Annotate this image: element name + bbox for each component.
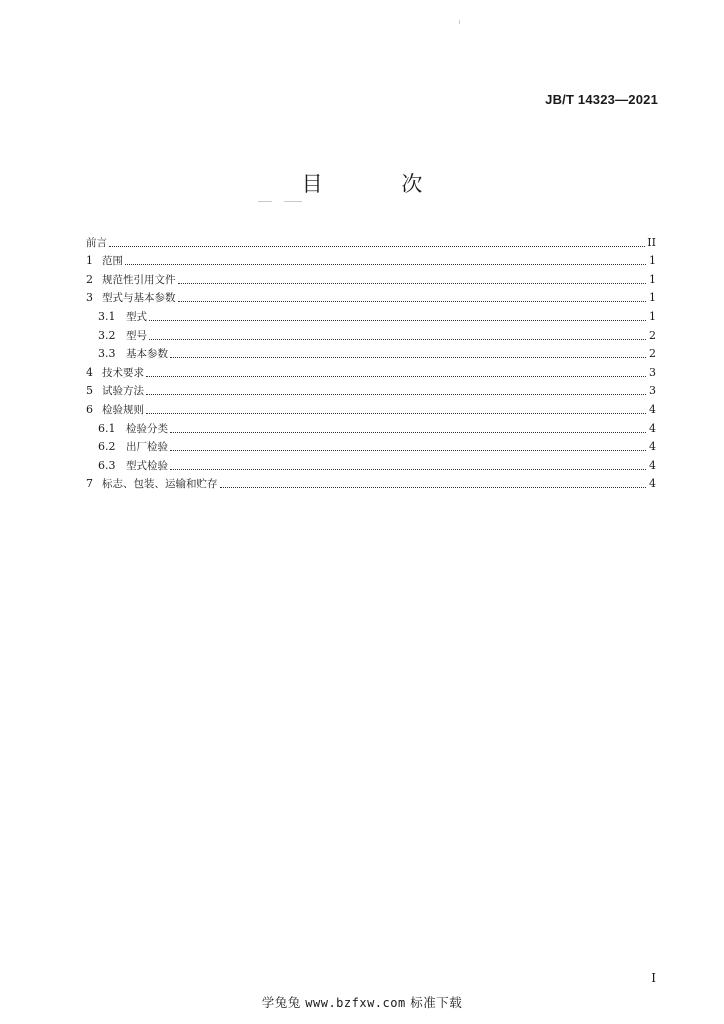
toc-entry-label: 型号 (126, 329, 147, 342)
toc-dot-leader (109, 245, 645, 247)
toc-entry-number: 6 (86, 402, 93, 416)
toc-entry-label: 型式检验 (126, 459, 168, 472)
toc-entry-page: 4 (649, 477, 656, 491)
toc-entry-label: 型式 (126, 310, 147, 323)
toc-entry[interactable] (86, 398, 656, 417)
watermark-suffix: 标准下载 (410, 995, 463, 1010)
toc-entry-page: 3 (649, 384, 656, 398)
toc-entry-page: 4 (649, 440, 656, 454)
watermark-url[interactable]: www.bzfxw.com (305, 996, 406, 1010)
scan-speck (284, 201, 302, 202)
toc-entry-label: 试验方法 (102, 385, 144, 398)
toc-dot-leader (149, 338, 646, 340)
toc-entry[interactable] (86, 380, 656, 399)
toc-entry-number: 6.3 (98, 458, 116, 472)
toc-entry[interactable] (86, 343, 656, 362)
scan-speck (258, 201, 272, 202)
toc-entry-number: 3.3 (98, 347, 116, 361)
toc-entry-number: 7 (86, 477, 93, 491)
toc-entry-label: 标志、包装、运输和贮存 (102, 478, 218, 491)
toc-entry-number: 5 (86, 384, 93, 398)
toc-entry[interactable] (86, 305, 656, 324)
toc-entry-label: 规范性引用文件 (102, 273, 176, 286)
toc-entry-page: 2 (649, 328, 656, 342)
toc-dot-leader (220, 486, 647, 488)
watermark-site-name: 学兔兔 (261, 995, 301, 1010)
toc-entry[interactable] (86, 287, 656, 306)
toc-entry[interactable] (86, 417, 656, 436)
toc-entry-label: 检验规则 (102, 403, 144, 416)
toc-entry-page: 2 (649, 347, 656, 361)
scan-speck (459, 20, 460, 24)
toc-entry-number: 3 (86, 291, 93, 305)
toc-entry[interactable] (86, 250, 656, 269)
toc-entry-number: 6.2 (98, 440, 116, 454)
toc-dot-leader (170, 449, 646, 451)
toc-dot-leader (178, 300, 647, 302)
toc-entry[interactable] (86, 361, 656, 380)
toc-dot-leader (149, 319, 646, 321)
page-number: I (651, 971, 656, 985)
toc-entry-label: 出厂检验 (126, 441, 168, 454)
toc-entry-label: 型式与基本参数 (102, 292, 176, 305)
toc-entry-label: 检验分类 (126, 422, 168, 435)
toc-dot-leader (170, 468, 646, 470)
toc-entry[interactable] (86, 268, 656, 287)
toc-entry-page: 3 (649, 365, 656, 379)
toc-entry-number: 2 (86, 272, 93, 286)
toc-entry[interactable] (86, 324, 656, 343)
toc-dot-leader (146, 393, 646, 395)
toc-dot-leader (170, 356, 646, 358)
toc-entry-number: 6.1 (98, 421, 116, 435)
toc-entry-label: 范围 (102, 255, 123, 268)
toc-entry-page: 4 (649, 402, 656, 416)
toc-entry-page: 1 (649, 272, 656, 286)
toc-dot-leader (170, 431, 646, 433)
toc-dot-leader (178, 282, 647, 284)
toc-dot-leader (125, 263, 646, 265)
standard-number: JB/T 14323—2021 (545, 92, 658, 107)
toc-entry-page: 4 (649, 458, 656, 472)
table-of-contents (86, 231, 656, 491)
toc-entry-label: 前言 (86, 236, 107, 249)
toc-entry-page: II (647, 235, 656, 249)
toc-entry-page: 1 (649, 309, 656, 323)
toc-dot-leader (146, 412, 646, 414)
toc-entry-label: 技术要求 (102, 366, 144, 379)
toc-entry-number: 4 (86, 365, 93, 379)
toc-entry-page: 4 (649, 421, 656, 435)
toc-entry[interactable] (86, 454, 656, 473)
page-title: 目 次 (301, 172, 459, 196)
toc-entry-label: 基本参数 (126, 348, 168, 361)
footer-watermark (0, 993, 724, 1011)
toc-entry[interactable] (86, 473, 656, 492)
toc-entry-page: 1 (649, 254, 656, 268)
toc-entry-number: 1 (86, 254, 93, 268)
toc-dot-leader (146, 375, 646, 377)
toc-entry-page: 1 (649, 291, 656, 305)
toc-entry-number: 3.1 (98, 309, 116, 323)
toc-entry[interactable] (86, 231, 656, 250)
toc-entry-number: 3.2 (98, 328, 116, 342)
toc-entry[interactable] (86, 436, 656, 455)
